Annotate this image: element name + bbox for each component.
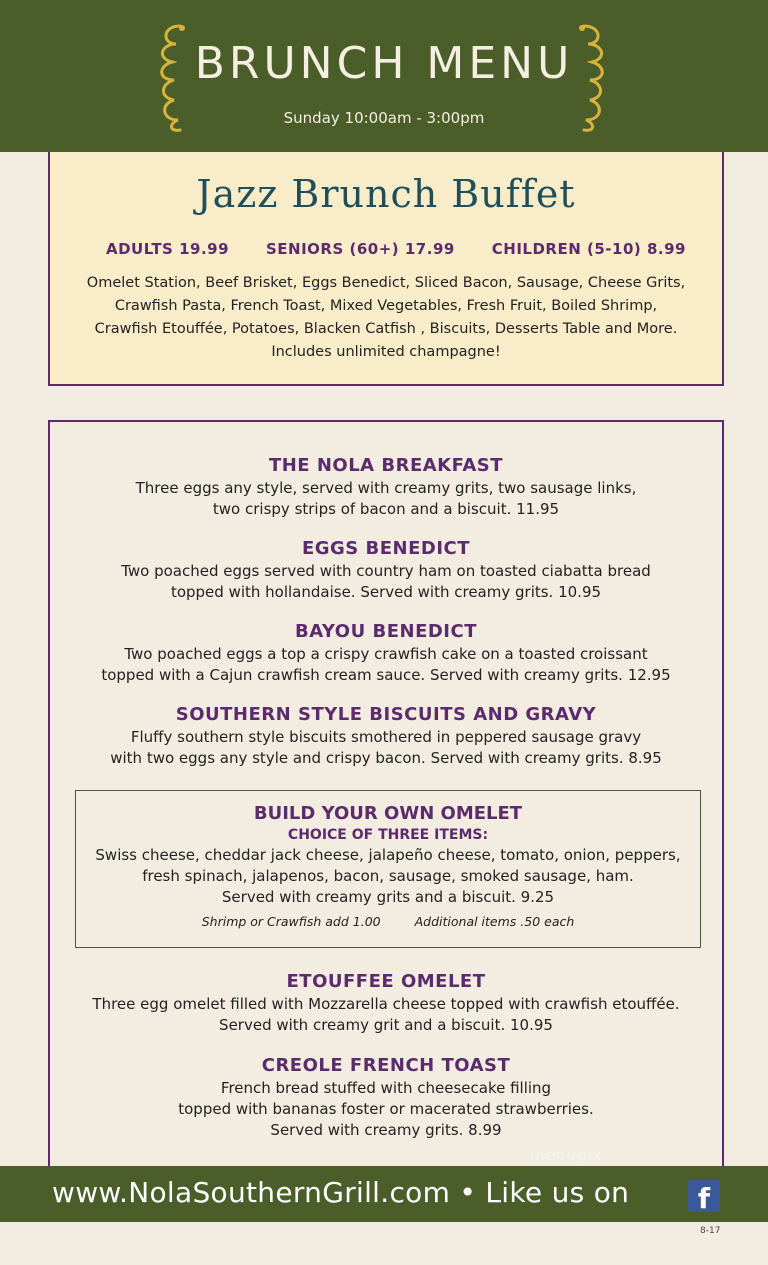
- item-name: EGGS BENEDICT: [301, 538, 471, 559]
- buffet-title: Jazz Brunch Buffet: [196, 172, 576, 216]
- buffet-description: [60, 272, 712, 364]
- item-desc: two crispy strips of bacon and a biscuit. 11.95: [212, 500, 560, 518]
- menu-item-biscuits-gravy: [50, 703, 722, 769]
- header-banner: [0, 0, 768, 152]
- website-link[interactable]: www.NolaSouthernGrill.com • Like us on: [52, 1176, 630, 1209]
- menu-item-creole-french-toast: [50, 1054, 722, 1141]
- menu-item-nola-breakfast: [50, 454, 722, 520]
- build-omelet-box: [75, 790, 701, 948]
- extra-items: Additional items .50 each: [414, 914, 575, 929]
- item-desc: Three eggs any style, served with creamy grits, two sausage links,: [135, 479, 637, 497]
- buffet-desc-line: Crawfish Pasta, French Toast, Mixed Vegetables, Fresh Fruit, Boiled Shrimp,: [114, 298, 658, 314]
- buffet-desc-line: Includes unlimited champagne!: [271, 344, 501, 360]
- menu-hours: Sunday 10:00am - 3:00pm: [283, 109, 485, 127]
- footer-banner: [0, 1166, 768, 1222]
- buffet-desc-line: Crawfish Etouffée, Potatoes, Blacken Catfish , Biscuits, Desserts Table and More.: [94, 321, 678, 337]
- item-name: THE NOLA BREAKFAST: [268, 455, 504, 476]
- menu-item-etouffee-omelet: [50, 970, 722, 1036]
- print-code: 8-17: [700, 1226, 721, 1236]
- item-desc: Served with creamy grits. 8.99: [270, 1121, 502, 1139]
- item-desc: Served with creamy grits and a biscuit. 9.25: [221, 888, 555, 906]
- extra-shrimp: Shrimp or Crawfish add 1.00: [201, 914, 381, 929]
- scroll-ornament-right-icon: [572, 22, 612, 134]
- item-name: CREOLE FRENCH TOAST: [261, 1055, 511, 1076]
- item-desc: French bread stuffed with cheesecake filling: [220, 1079, 552, 1097]
- menu-item-eggs-benedict: [50, 537, 722, 603]
- menu-title: BRUNCH MENU: [194, 38, 574, 89]
- item-name: SOUTHERN STYLE BISCUITS AND GRAVY: [175, 704, 597, 725]
- omelet-subtitle: CHOICE OF THREE ITEMS:: [287, 827, 489, 843]
- item-desc: Swiss cheese, cheddar jack cheese, jalapeño cheese, tomato, onion, peppers,: [95, 846, 681, 864]
- item-desc: fresh spinach, jalapenos, bacon, sausage, smoked sausage, ham.: [142, 867, 634, 885]
- item-desc: with two eggs any style and crispy bacon. Served with creamy grits. 8.95: [110, 749, 662, 767]
- price-seniors: SENIORS (60+) 17.99: [265, 240, 455, 258]
- buffet-desc-line: Omelet Station, Beef Brisket, Eggs Benedict, Sliced Bacon, Sausage, Cheese Grits,: [86, 275, 686, 291]
- omelet-extras: [76, 914, 700, 929]
- item-desc: Three egg omelet filled with Mozzarella cheese topped with crawfish etouffée.: [92, 995, 680, 1013]
- item-desc: Two poached eggs served with country ham on toasted ciabatta bread: [121, 562, 651, 580]
- buffet-panel: [48, 152, 724, 386]
- item-desc: Two poached eggs a top a crispy crawfish cake on a toasted croissant: [124, 645, 648, 663]
- price-children: CHILDREN (5-10) 8.99: [491, 240, 686, 258]
- item-name: ETOUFFEE OMELET: [286, 971, 486, 992]
- item-name: BAYOU BENEDICT: [294, 621, 477, 642]
- item-desc: Fluffy southern style biscuits smothered in peppered sausage gravy: [130, 728, 642, 746]
- facebook-icon[interactable]: f: [688, 1180, 720, 1212]
- item-desc: topped with a Cajun crawfish cream sauce. Served with creamy grits. 12.95: [101, 666, 671, 684]
- item-desc: Served with creamy grit and a biscuit. 10.95: [219, 1016, 553, 1034]
- buffet-prices: [106, 240, 686, 258]
- item-desc: topped with bananas foster or macerated strawberries.: [178, 1100, 594, 1118]
- watermark: menupix: [530, 1146, 603, 1164]
- menu-items-panel: [48, 420, 724, 1180]
- price-adults: ADULTS 19.99: [106, 240, 230, 258]
- item-name: BUILD YOUR OWN OMELET: [253, 803, 523, 824]
- item-desc: topped with hollandaise. Served with creamy grits. 10.95: [170, 583, 602, 601]
- menu-item-bayou-benedict: [50, 620, 722, 686]
